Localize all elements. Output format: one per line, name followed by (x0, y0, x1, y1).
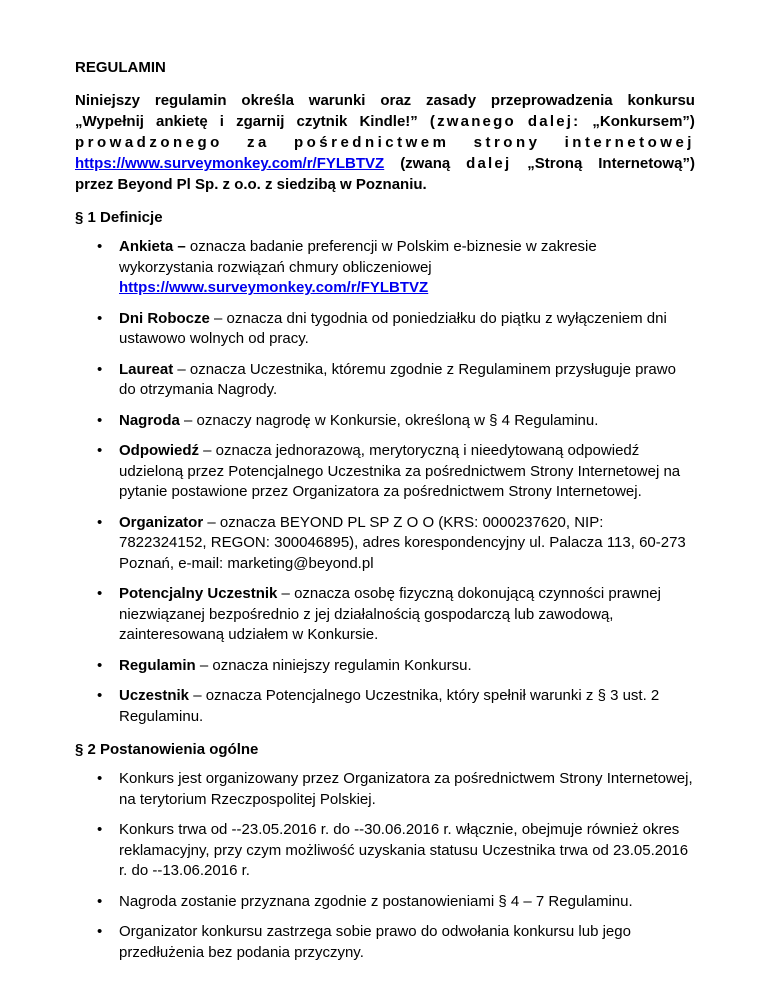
definition-text: – oznacza jednorazową, merytoryczną i nieedytowaną odpowiedź udzieloną przez Potencjalnego Uczestnika za pośrednictwem Strony Internetowej na pytanie postawione przez Organizatora za pośrednictwem Strony Internetowej. (119, 442, 681, 500)
definition-text: – oznacza osobę fizyczną dokonującą czynności prawnej niezwiązanej bezpośrednio z jej działalnością gospodarczą lub zawodową, zainteresowaną udziałem w Konkursie. (119, 585, 661, 643)
intro-word: dalej: (527, 113, 581, 130)
bullet: • (97, 238, 103, 255)
bullet: • (97, 770, 103, 787)
bullet: • (97, 309, 103, 327)
definition-term: Potencjalny Uczestnik (119, 585, 278, 602)
provision-text: Konkurs trwa od --23.05.2016 r. do --30.06.2016 r. włącznie, obejmuje również okres reklamacyjny, przy czym możliwość uzyskania statusu Uczestnika trwa od 23.05.2016 r. do --13.06.2016 r. (119, 821, 689, 879)
intro-word: (zwanego (429, 113, 516, 130)
definition-text: oznacza badanie preferencji w Polskim e-biznesie w zakresie wykorzystania rozwiązań chmury obliczeniowej (119, 238, 597, 276)
intro-paragraph (75, 90, 695, 195)
intro-word: Kindle!” (359, 113, 418, 130)
intro-word: pośrednictwem (293, 134, 450, 151)
definition-term: Dni Robocze (119, 309, 210, 327)
intro-word: strony (473, 134, 541, 151)
document-title: REGULAMIN (75, 59, 166, 76)
definition-text: – oznacza Uczestnika, któremu zgodnie z Regulaminem przysługuje prawo do otrzymania Nagrody. (119, 360, 676, 398)
bullet: • (97, 442, 103, 459)
intro-line-3 (75, 132, 695, 153)
intro-word: „Stroną (527, 155, 583, 172)
intro-word: za (246, 134, 270, 151)
intro-word: i (219, 113, 224, 130)
intro-word: konkursu (627, 92, 695, 109)
intro-line-4 (75, 153, 695, 174)
intro-line-2 (75, 111, 695, 132)
intro-line-5: przez Beyond Pl Sp. z o.o. z siedzibą w Poznaniu. (75, 176, 427, 193)
definition-term: Uczestnik (119, 687, 190, 704)
intro-word: zasady (426, 92, 477, 109)
section-1-title: § 1 Definicje (75, 209, 163, 226)
definition-term: Organizator (119, 513, 204, 531)
intro-word: prowadzonego (75, 134, 223, 151)
intro-word: Niniejszy (75, 92, 141, 109)
list-item (75, 922, 695, 963)
definition-term: Ankieta – (119, 238, 186, 255)
bullet: • (97, 821, 103, 838)
definition-text: – oznacza dni tygodnia od poniedziałku do piątku z wyłączeniem dni ustawowo wolnych od pracy. (119, 309, 667, 347)
general-provisions-list (75, 769, 695, 963)
definition-term: Odpowiedź (119, 442, 199, 459)
list-item (75, 360, 695, 401)
list-item (75, 411, 695, 432)
survey-link[interactable]: https://www.surveymonkey.com/r/FYLBTVZ (119, 279, 429, 296)
intro-word: ankietę (156, 113, 208, 130)
list-item (75, 309, 695, 350)
bullet: • (97, 411, 103, 429)
provision-text: Organizator konkursu zastrzega sobie prawo do odwołania konkursu lub jego przedłużenia bez podania przyczyny. (119, 923, 631, 961)
bullet: • (97, 687, 103, 704)
intro-word: (zwaną (400, 155, 451, 172)
intro-word: czytnik (296, 113, 348, 130)
intro-word: przeprowadzenia (490, 92, 613, 109)
definition-term: Nagroda (119, 411, 180, 429)
definitions-list (75, 237, 695, 727)
definition-text: – oznacza Potencjalnego Uczestnika, który spełnił warunki z § 3 ust. 2 Regulaminu. (119, 687, 660, 725)
list-item (75, 513, 695, 575)
section-2-title: § 2 Postanowienia ogólne (75, 741, 259, 758)
list-item (75, 656, 695, 677)
intro-word: Internetową”) (598, 155, 695, 172)
document-page (75, 58, 695, 963)
intro-word: „Konkursem”) (592, 113, 695, 130)
definition-term: Laureat (119, 360, 174, 378)
survey-link[interactable]: https://www.surveymonkey.com/r/FYLBTVZ (75, 155, 385, 172)
intro-word: warunki (308, 92, 366, 109)
list-item (75, 441, 695, 503)
list-item (75, 237, 695, 299)
provision-text: Konkurs jest organizowany przez Organizatora za pośrednictwem Strony Internetowej, na terytorium Rzeczpospolitej Polskiej. (119, 770, 693, 808)
bullet: • (97, 585, 103, 602)
intro-word: określa (241, 92, 294, 109)
bullet: • (97, 923, 103, 940)
bullet: • (97, 892, 103, 910)
intro-word: oraz (380, 92, 412, 109)
bullet: • (97, 656, 103, 674)
intro-word: zgarnij (236, 113, 285, 130)
list-item (75, 892, 695, 913)
definition-text: – oznacza BEYOND PL SP Z O O (KRS: 0000237620, NIP: 7822324152, REGON: 300046895), adres korespondencyjny ul. Palacza 113, 60-273 Poznań, e-mail: marketing@beyond.pl (119, 513, 686, 572)
list-item (75, 686, 695, 727)
intro-word: „Wypełnij (75, 113, 144, 130)
list-item (75, 769, 695, 810)
definition-text: – oznaczy nagrodę w Konkursie, określoną w § 4 Regulaminu. (179, 411, 599, 429)
list-item (75, 820, 695, 882)
provision-text: Nagroda zostanie przyznana zgodnie z postanowieniami § 4 – 7 Regulaminu. (119, 892, 633, 910)
list-item (75, 584, 695, 646)
definition-term: Regulamin (119, 656, 196, 674)
intro-word: internetowej (564, 134, 695, 151)
intro-line-1 (75, 90, 695, 111)
bullet: • (97, 360, 103, 378)
intro-word: regulamin (154, 92, 227, 109)
bullet: • (97, 513, 103, 531)
definition-text: – oznacza niniejszy regulamin Konkursu. (195, 656, 472, 674)
intro-word: dalej (466, 155, 512, 172)
